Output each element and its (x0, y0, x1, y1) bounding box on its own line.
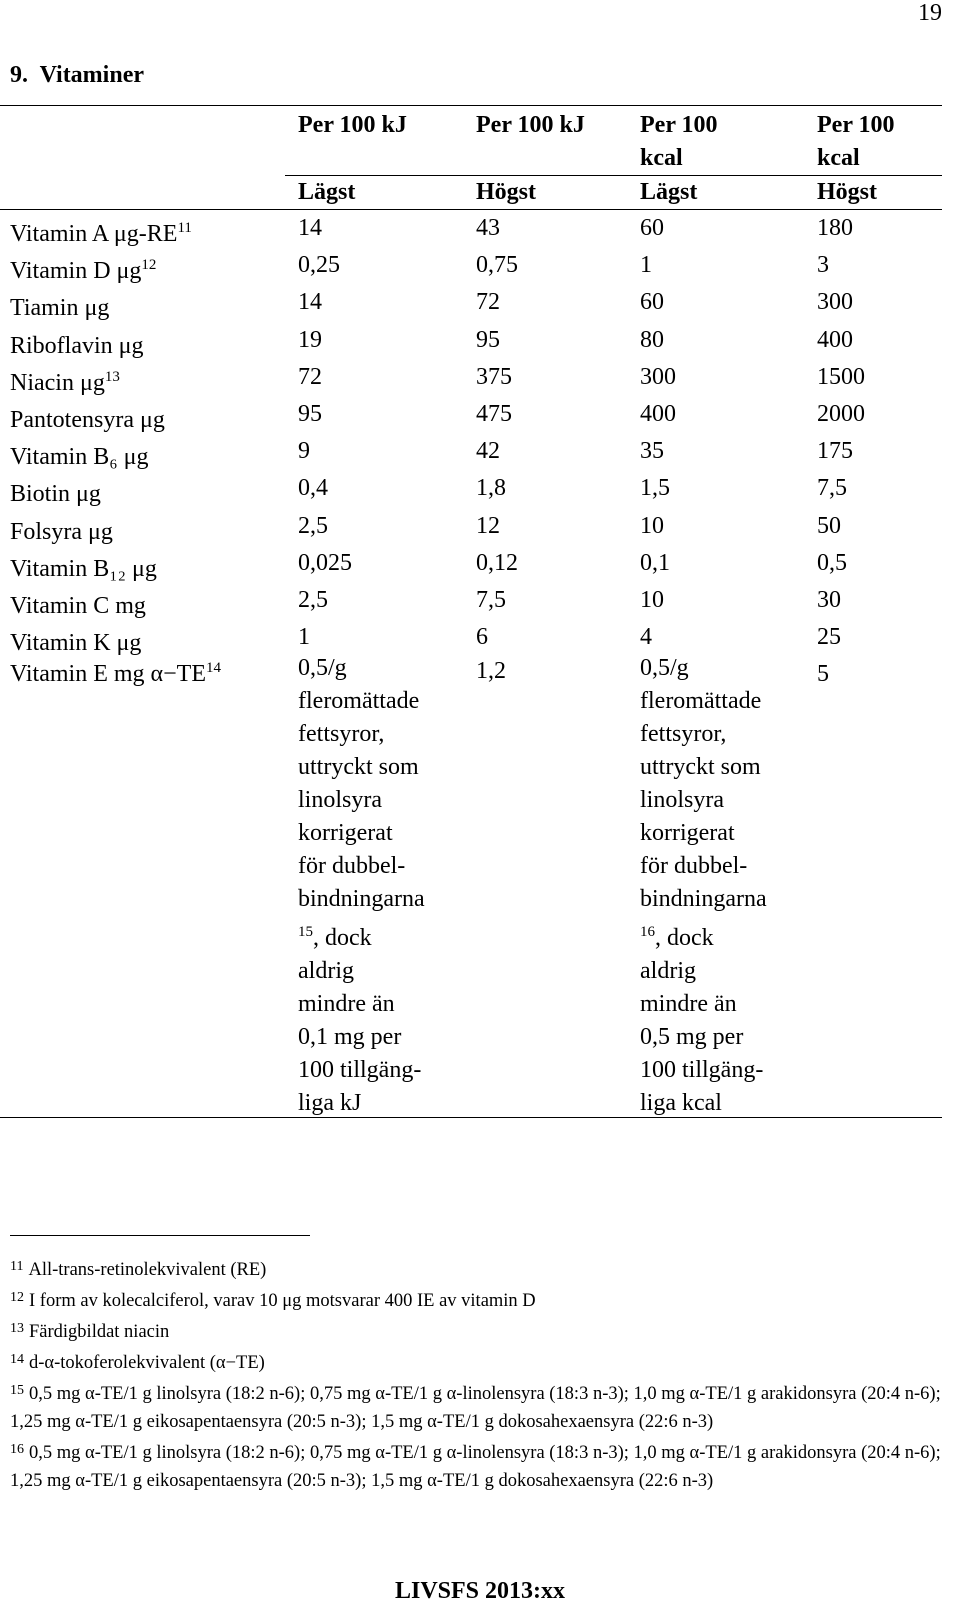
footnote-number: 11 (10, 1259, 24, 1274)
header-bottom-rule (0, 209, 942, 210)
table-cell: 19 (298, 326, 322, 353)
row-label-text: Riboflavin μg (10, 332, 144, 359)
table-cell: 10 (640, 512, 664, 539)
table-cell: 2000 (817, 401, 865, 427)
table-cell: 0,1 (640, 549, 670, 576)
row-label (10, 547, 157, 586)
table-cell: 95 (298, 401, 322, 427)
vitamin-e-lowest-kj-text-cont: , dock aldrig mindre än 0,1 mg per 100 tillgäng- liga kJ (298, 925, 422, 1116)
subheader-4: Högst (817, 179, 877, 205)
vitamin-e-lowest-kj-ref: 15 (298, 924, 313, 940)
vitamin-e-lowest-kcal-text-cont: , dock aldrig mindre än 0,5 mg per 100 tillgäng- liga kcal (640, 925, 764, 1116)
table-cell: 300 (640, 363, 676, 390)
row-label-text: Vitamin B₆ μg (10, 444, 149, 471)
row-label-text: Vitamin B₁₂ μg (10, 555, 157, 582)
footnote-number: 13 (10, 1321, 24, 1336)
table-cell: 6 (476, 624, 488, 651)
table-cell: 400 (817, 326, 853, 353)
page-number: 19 (918, 0, 942, 26)
table-cell: 4 (640, 624, 652, 651)
table-cell: 25 (817, 624, 841, 651)
row-label (10, 472, 101, 511)
vitamin-e-highest-kj: 1,2 (476, 658, 506, 684)
table-cell: 400 (640, 401, 676, 427)
table-cell: 175 (817, 438, 853, 465)
table-top-rule (0, 105, 942, 106)
column-header-3-line2: kcal (640, 145, 683, 171)
footnote-text: 0,5 mg α-TE/1 g linolsyra (18:2 n-6); 0,75 mg α-TE/1 g α-linolensyra (18:3 n-3); 1,0 mg α-TE/1 g arakidonsyra (20:4 n-6); 1,25 mg α-TE/1 g eikosapentaensyra (20:5 n-3); 1,5 mg α-TE/1 g dokosahexaensyra (22:6 n-3) (10, 1443, 941, 1491)
row-label (10, 361, 120, 400)
row-label (10, 652, 221, 691)
vitamin-e-highest-kcal: 5 (817, 661, 829, 687)
table-cell: 2,5 (298, 512, 328, 539)
table-cell: 60 (640, 289, 664, 316)
footnotes (10, 1253, 945, 1495)
footnote-text: All-trans-retinolekvivalent (RE) (28, 1260, 267, 1280)
table-cell: 9 (298, 438, 310, 465)
column-header-1: Per 100 kJ (298, 112, 407, 138)
column-header-3 (640, 109, 718, 175)
footnote (10, 1253, 945, 1284)
column-header-4 (817, 109, 895, 175)
table-cell: 72 (298, 363, 322, 390)
row-label-text: Niacin μg (10, 369, 105, 396)
table-cell: 300 (817, 289, 853, 316)
table-cell: 95 (476, 326, 500, 353)
row-label-text: Biotin μg (10, 481, 101, 508)
table-cell: 3 (817, 252, 829, 279)
table-cell: 10 (640, 587, 664, 613)
row-label-text: Vitamin K μg (10, 630, 142, 657)
vitamin-e-lowest-kcal-ref: 16 (640, 924, 655, 940)
row-label-text: Pantotensyra μg (10, 407, 165, 433)
row-label (10, 398, 165, 437)
footnote-number: 14 (10, 1352, 24, 1367)
row-label-text: Vitamin C mg (10, 593, 146, 619)
table-cell: 35 (640, 438, 664, 465)
row-label-footnote-ref: 11 (177, 220, 192, 236)
table-bottom-rule (0, 1117, 942, 1118)
table-cell: 42 (476, 438, 500, 465)
table-cell: 80 (640, 326, 664, 353)
column-header-4-line2: kcal (817, 145, 860, 171)
row-label-text: Folsyra μg (10, 518, 113, 545)
section-title: Vitaminer (39, 62, 144, 88)
table-cell: 0,12 (476, 549, 518, 576)
table-cell: 1 (298, 624, 310, 651)
footnote-text: 0,5 mg α-TE/1 g linolsyra (18:2 n-6); 0,75 mg α-TE/1 g α-linolensyra (18:3 n-3); 1,0 mg α-TE/1 g arakidonsyra (20:4 n-6); 1,25 mg α-TE/1 g eikosapentaensyra (20:5 n-3); 1,5 mg α-TE/1 g dokosahexaensyra (22:6 n-3) (10, 1384, 941, 1432)
vitamin-e-lowest-kcal (640, 652, 767, 1120)
row-label (10, 584, 146, 623)
vitamin-e-lowest-kj (298, 652, 425, 1120)
footnote-number: 16 (10, 1442, 24, 1457)
subheader-1: Lägst (298, 179, 356, 205)
footnote-text: d-α-tokoferolekvivalent (α−TE) (29, 1353, 265, 1373)
row-label-text: Tiamin μg (10, 295, 110, 322)
row-label (10, 435, 148, 474)
row-label-footnote-ref: 12 (141, 257, 157, 274)
table-cell: 50 (817, 512, 841, 539)
row-label-text: Vitamin D μg (10, 258, 142, 285)
section-number: 9. (10, 62, 28, 88)
footer-document-id: LIVSFS 2013:xx (394, 1578, 566, 1604)
subheader-2: Högst (476, 179, 536, 205)
table-cell: 475 (476, 401, 512, 427)
vitamin-e-lowest-kcal-text: 0,5/g fleromättade fettsyror, uttryckt som linolsyra korrigerat för dubbel- bindningarna (640, 655, 767, 912)
footnote (10, 1436, 945, 1495)
footnote-text: Färdigbildat niacin (29, 1322, 170, 1342)
table-cell: 180 (817, 215, 853, 241)
table-cell: 0,025 (298, 549, 352, 576)
table-cell: 14 (298, 215, 322, 241)
table-cell: 60 (640, 215, 664, 241)
table-cell: 1500 (817, 363, 865, 390)
table-cell: 7,5 (817, 475, 847, 502)
footnote (10, 1315, 945, 1346)
subheader-3: Lägst (640, 179, 698, 205)
table-cell: 1 (640, 252, 652, 279)
footnote-text: I form av kolecalciferol, varav 10 μg motsvarar 400 IE av vitamin D (29, 1291, 536, 1311)
row-label-footnote-ref: 14 (205, 660, 221, 676)
table-cell: 14 (298, 289, 322, 316)
footnote-number: 15 (10, 1383, 24, 1398)
table-cell: 0,4 (298, 475, 328, 502)
table-cell: 72 (476, 289, 500, 316)
column-header-4-line1: Per 100 (817, 112, 895, 138)
row-label-text: Vitamin A μg-RE (10, 221, 178, 247)
table-cell: 0,75 (476, 252, 518, 279)
table-cell: 2,5 (298, 587, 328, 613)
vitamin-e-lowest-kj-text: 0,5/g fleromättade fettsyror, uttryckt som linolsyra korrigerat för dubbel- bindningarna (298, 655, 425, 912)
table-cell: 375 (476, 363, 512, 390)
table-cell: 12 (476, 512, 500, 539)
row-label-footnote-ref: 13 (104, 368, 120, 385)
footnote-number: 12 (10, 1290, 24, 1305)
table-cell: 1,8 (476, 475, 506, 502)
row-label (10, 286, 109, 325)
row-label (10, 249, 156, 288)
table-cell: 30 (817, 587, 841, 613)
row-label (10, 212, 192, 251)
table-cell: 43 (476, 215, 500, 241)
footnote-separator (10, 1235, 310, 1236)
table-cell: 0,5 (817, 549, 847, 576)
section-heading (10, 62, 144, 89)
column-header-3-line1: Per 100 (640, 112, 718, 138)
table-cell: 1,5 (640, 475, 670, 502)
table-cell: 0,25 (298, 252, 340, 279)
row-label-text: Vitamin E mg α−TE (10, 661, 206, 687)
column-header-2: Per 100 kJ (476, 112, 585, 138)
row-label (10, 324, 144, 363)
row-label (10, 510, 113, 549)
footnote (10, 1346, 945, 1377)
table-cell: 7,5 (476, 587, 506, 613)
footnote (10, 1284, 945, 1315)
footnote (10, 1377, 945, 1436)
